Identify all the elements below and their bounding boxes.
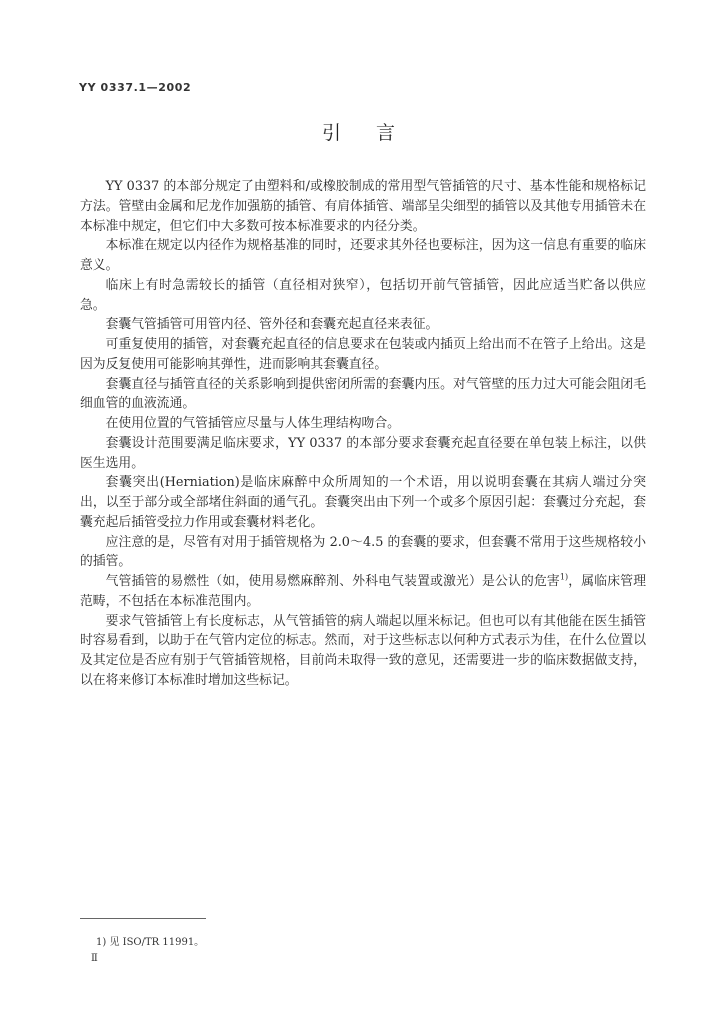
- paragraph-reusable-tubes: 可重复使用的插管，对套囊充起直径的信息要求在包装或内插页上给出而不在管子上给出。这是因为反复使用可能影响其弹性，进而影响其套囊直径。: [80, 337, 646, 372]
- introduction-body: [80, 177, 646, 691]
- flammability-text-continued: ，属临床管理范畴，不包括在本标准范围内。: [80, 574, 647, 609]
- paragraph-cuffed-tubes: 套囊气管插管可用管内径、管外径和套囊充起直径来表征。: [105, 317, 439, 333]
- page-title: 引 言: [321, 122, 403, 144]
- paragraph-length-markings: 要求气管插管上有长度标志，从气管插管的病人端起以厘米标记。但也可以有其他能在医生插管时容易看到，以助于在气管内定位的标志。然而，对于这些标志以何种方式表示为佳，在什么位置以及其定位是否应有别于气管插管规格，目前尚未取得一致的意见，还需要进一步的临床数据做支持，以在将来修订本标准时增加这些标记。: [80, 613, 646, 688]
- footnote: 1) 见 ISO/TR 11991。: [96, 937, 205, 948]
- paragraph-cuff-pressure: 套囊直径与插管直径的关系影响到提供密闭所需的套囊内压。对气管壁的压力过大可能会阻闭毛细血管的血液流通。: [80, 376, 646, 412]
- footnote-divider: [80, 918, 206, 919]
- paragraph-herniation: 套囊突出(Herniation)是临床麻醉中众所周知的一个术语，用以说明套囊在其病人端过分突出，以至于部分或全部堵住斜面的通气孔。套囊突出由下列一个或多个原因引起：套囊过分充起，套囊充起后插管受拉力作用或套囊材料老化。: [80, 475, 646, 530]
- paragraph-scope: YY 0337 的本部分规定了由塑料和/或橡胶制成的常用型气管插管的尺寸、基本性能和规格标记方法。管壁由金属和尼龙作加强筋的插管、有肩体插管、端部呈尖细型的插管以及其他专用插管未在本标准中规定，但它们中大多数可按本标准要求的内径分类。: [80, 179, 646, 234]
- standard-code-header: YY 0337.1—2002: [79, 81, 192, 94]
- paragraph-cuff-design: 套囊设计范围要满足临床要求，YY 0337 的本部分要求套囊充起直径要在单包装上标注，以供医生选用。: [80, 435, 646, 471]
- paragraph-long-tubes: 临床上有时急需较长的插管（直径相对狭窄），包括切开前气管插管，因此应适当贮备以供应急。: [80, 277, 646, 313]
- paragraph-anatomy: 在使用位置的气管插管应尽量与人体生理结构吻合。: [105, 416, 400, 431]
- footnote-reference: 1): [559, 572, 569, 582]
- page-number: Ⅱ: [91, 953, 98, 964]
- paragraph-outer-diameter: 本标准在规定以内径作为规格基准的同时，还要求其外径也要标注，因为这一信息有重要的临床意义。: [80, 238, 646, 273]
- paragraph-flammability: [80, 572, 646, 612]
- paragraph-small-sizes: 应注意的是，尽管有对用于插管规格为 2.0～4.5 的套囊的要求，但套囊不常用于这些规格较小的插管。: [80, 534, 646, 570]
- flammability-text: 气管插管的易燃性（如，使用易燃麻醉剂、外科电气装置或激光）是公认的危害: [105, 574, 560, 589]
